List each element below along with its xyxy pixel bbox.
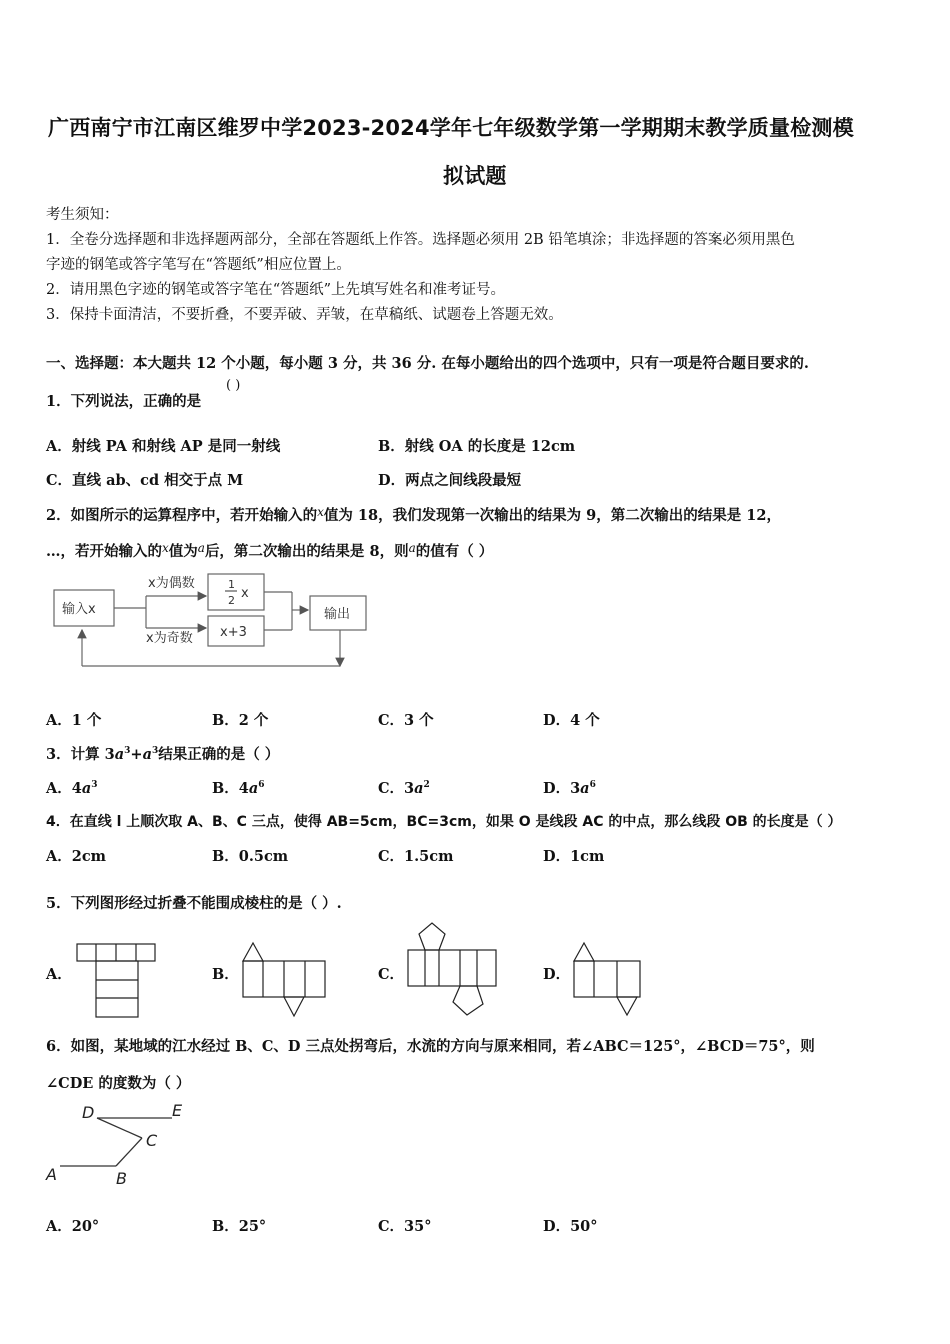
- program-flow-diagram: [50, 570, 380, 674]
- q6-option-c: C．35°: [378, 1218, 432, 1235]
- point-e-label: E: [172, 1101, 183, 1120]
- q4-option-a: A．2cm: [46, 848, 107, 865]
- point-a-label: A: [46, 1165, 57, 1184]
- q2-option-b: B．2 个: [212, 712, 269, 729]
- q3-option-c: C．$3a^2$: [378, 780, 430, 797]
- q2-option-c: C．3 个: [378, 712, 434, 729]
- q6-option-b: B．25°: [212, 1218, 267, 1235]
- point-b-label: B: [116, 1169, 127, 1188]
- q4-stem: 4．在直线 l 上顺次取 A、B、C 三点，使得 AB=5cm，BC=3cm，如果 O 是线段 AC 的中点，那么线段 OB 的长度是（ ）: [46, 814, 842, 830]
- q1-answer-paren: ( ): [226, 378, 241, 393]
- q5-stem: 5．下列图形经过折叠不能围成棱柱的是（ ）.: [46, 895, 342, 912]
- notice-heading: 考生须知：: [46, 207, 119, 223]
- q1-stem: 1．下列说法，正确的是: [46, 393, 202, 410]
- svg-text:x+3: x+3: [220, 625, 247, 640]
- q5-option-a-label: A．: [46, 966, 72, 983]
- q5-net-d: [571, 938, 645, 1020]
- q4-option-d: D．1cm: [543, 848, 605, 865]
- svg-text:2: 2: [228, 594, 235, 607]
- q4-option-c: C．1.5cm: [378, 848, 454, 865]
- notice-line-1: 1．全卷分选择题和非选择题两部分，全部在答题纸上作答。选择题必须用 2B 铅笔填涂；非选择题的答案必须用黑色: [46, 232, 795, 248]
- svg-text:x: x: [241, 586, 249, 601]
- q1-option-c: C．直线 ab、cd 相交于点 M: [46, 472, 244, 489]
- q1-option-b: B．射线 OA 的长度是 12cm: [378, 438, 576, 455]
- notice-line-2: 2．请用黑色字迹的钢笔或答字笔在“答题纸”上先填写姓名和准考证号。: [46, 282, 506, 298]
- q1-option-d: D．两点之间线段最短: [378, 472, 522, 489]
- q2-stem-line-1: 2．如图所示的运算程序中，若开始输入的$^x$值为 18，我们发现第一次输出的结果为 9，第二次输出的结果是 12，: [46, 505, 781, 524]
- q6-option-d: D．50°: [543, 1218, 598, 1235]
- q3-option-b: B．$4a^6$: [212, 780, 265, 797]
- section-heading: 一、选择题：本大题共 12 个小题，每小题 3 分，共 36 分. 在每小题给出的四个选项中，只有一项是符合题目要求的.: [46, 355, 809, 372]
- odd-branch-label: x为奇数: [146, 631, 193, 646]
- half-box: [208, 574, 264, 610]
- point-d-label: D: [82, 1103, 95, 1122]
- point-c-label: C: [146, 1131, 158, 1150]
- q4-option-b: B．0.5cm: [212, 848, 289, 865]
- q6-stem-line-1: 6．如图，某地域的江水经过 B、C、D 三点处拐弯后，水流的方向与原来相同，若∠ABC＝125°，∠BCD＝75°，则: [46, 1038, 815, 1055]
- notice-line-1-cont: 字迹的钢笔或答字笔写在“答题纸”相应位置上。: [46, 257, 351, 273]
- q3-stem: 3．计算 $3a^3+a^3$结果正确的是（ ）: [46, 746, 280, 763]
- input-label: 输入x: [62, 602, 96, 617]
- q5-net-c: [405, 920, 501, 1020]
- q1-option-a: A．射线 PA 和射线 AP 是同一射线: [46, 438, 281, 455]
- q5-option-c-label: C．: [378, 966, 405, 983]
- q2-option-d: D．4 个: [543, 712, 600, 729]
- q6-option-a: A．20°: [46, 1218, 100, 1235]
- q2-option-a: A．1 个: [46, 712, 102, 729]
- q5-net-b: [238, 938, 330, 1020]
- q3-option-d: D．$3a^6$: [543, 780, 596, 797]
- output-label: 输出: [324, 607, 351, 622]
- svg-text:1: 1: [228, 578, 235, 591]
- var-x: x: [317, 505, 324, 519]
- even-branch-label: x为偶数: [148, 576, 195, 591]
- q5-option-d-label: D．: [543, 966, 571, 983]
- q6-stem-line-2: ∠CDE 的度数为（ ）: [46, 1075, 191, 1092]
- river-bend-figure: [44, 1098, 204, 1194]
- notice-line-3: 3．保持卡面清洁，不要折叠，不要弄破、弄皱，在草稿纸、试题卷上答题无效。: [46, 307, 563, 323]
- var-a: a: [197, 541, 205, 555]
- q5-net-a: [74, 940, 160, 1020]
- page-title: 广西南宁市江南区维罗中学2023-2024学年七年级数学第一学期期末教学质量检测模: [48, 116, 854, 140]
- q3-option-a: A．$4a^3$: [46, 780, 98, 797]
- page-title-continued: 拟试题: [443, 164, 507, 188]
- q2-stem-line-2: …，若开始输入的$^x$值为$^a$后，第二次输出的结果是 8，则$^a$的值有（ ）: [46, 541, 494, 560]
- q5-option-b-label: B．: [212, 966, 239, 983]
